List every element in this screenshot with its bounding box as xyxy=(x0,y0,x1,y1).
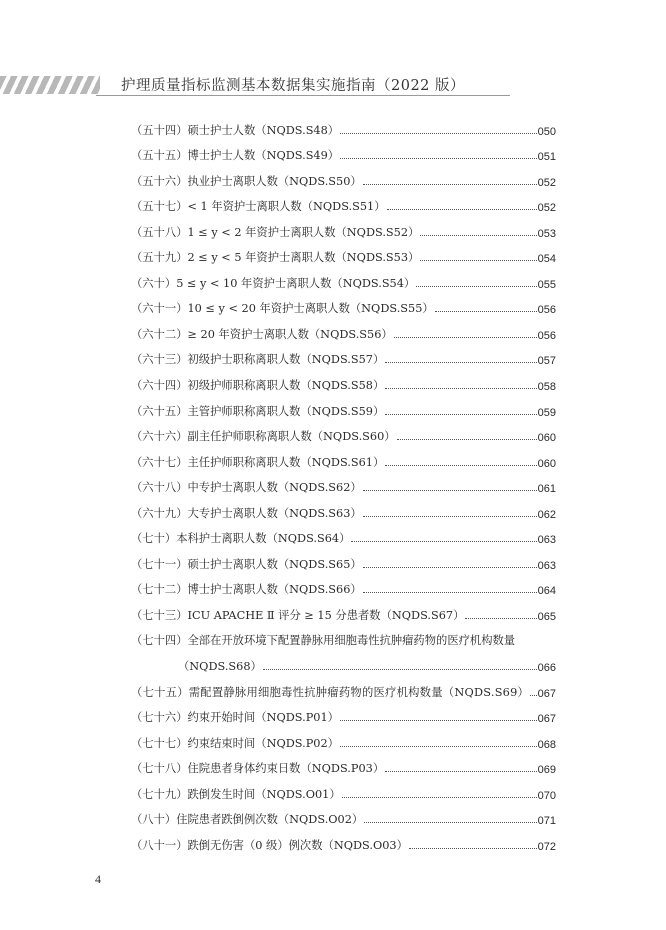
toc-entry[interactable] xyxy=(131,214,556,240)
toc-entry[interactable] xyxy=(131,265,556,291)
toc-entry-label: （七十）本科护士离职人数（NQDS.S64） xyxy=(131,532,351,546)
toc-entry-label: （六十）5 ≤ y < 10 年资护士离职人数（NQDS.S54） xyxy=(131,276,416,290)
toc-entry[interactable] xyxy=(131,240,556,266)
toc-entry-label: （五十八）1 ≤ y < 2 年资护士离职人数（NQDS.S52） xyxy=(131,225,420,239)
toc-entry-page: 060 xyxy=(537,432,556,445)
toc-entry-page: 053 xyxy=(537,227,556,240)
toc-entry[interactable] xyxy=(131,751,556,777)
dot-leader xyxy=(385,388,536,389)
toc-entry-label: （七十九）跌倒发生时间（NQDS.O01） xyxy=(131,787,341,801)
toc-entry-label: （五十五）博士护士人数（NQDS.S49） xyxy=(131,149,340,163)
dot-leader xyxy=(530,695,537,696)
dot-leader xyxy=(409,848,537,849)
toc-entry-page: 065 xyxy=(537,610,556,623)
toc-entry-page: 056 xyxy=(537,304,556,317)
dot-leader xyxy=(263,669,537,670)
toc-entry-label: （六十三）初级护士职称离职人数（NQDS.S57） xyxy=(131,353,385,367)
toc-entry-label: （七十六）约束开始时间（NQDS.P01） xyxy=(131,711,339,725)
toc-entry-label: （六十七）主任护师职称离职人数（NQDS.S61） xyxy=(131,455,385,469)
toc-entry-label: （八十一）跌倒无伤害（0 级）例次数（NQDS.O03） xyxy=(131,838,408,852)
toc-entry-label: （六十八）中专护士离职人数（NQDS.S62） xyxy=(131,481,362,495)
dot-leader xyxy=(340,720,537,721)
dot-leader xyxy=(340,133,537,134)
toc-entry-label: （八十）住院患者跌倒例次数（NQDS.O02） xyxy=(131,813,364,827)
toc-entry[interactable] xyxy=(131,725,556,751)
dot-leader xyxy=(416,286,536,287)
toc-entry[interactable] xyxy=(131,342,556,368)
toc-entry-page: 055 xyxy=(537,278,556,291)
running-header-title: 护理质量指标监测基本数据集实施指南（2022 版） xyxy=(121,78,466,94)
toc-entry[interactable] xyxy=(131,546,556,572)
toc-entry-page: 064 xyxy=(537,585,556,598)
dot-leader xyxy=(385,362,536,363)
dot-leader xyxy=(363,567,537,568)
toc-entry[interactable] xyxy=(131,316,556,342)
toc-entry-page: 054 xyxy=(537,253,556,266)
toc-entry[interactable] xyxy=(131,138,556,164)
toc-entry-page: 069 xyxy=(537,764,556,777)
toc-entry-label: （六十四）初级护师职称离职人数（NQDS.S58） xyxy=(131,379,385,393)
toc-entry-page: 072 xyxy=(537,840,556,853)
toc-entry-label: （七十七）约束结束时间（NQDS.P02） xyxy=(131,736,339,750)
toc-entry[interactable] xyxy=(131,623,556,649)
toc-entry-page: 052 xyxy=(537,202,556,215)
dot-leader xyxy=(387,209,537,210)
toc-entry-label: （六十一）10 ≤ y < 20 年资护士离职人数（NQDS.S55） xyxy=(131,302,434,316)
toc-entry[interactable] xyxy=(131,572,556,598)
toc-entry[interactable] xyxy=(131,802,556,828)
dot-leader xyxy=(385,771,536,772)
dot-leader xyxy=(342,797,537,798)
header-stripes xyxy=(0,76,100,94)
dot-leader xyxy=(394,337,537,338)
dot-leader xyxy=(397,439,537,440)
toc-entry[interactable] xyxy=(131,112,556,138)
toc-entry[interactable] xyxy=(131,419,556,445)
dot-leader xyxy=(363,184,537,185)
toc-entry-page: 050 xyxy=(537,125,556,138)
toc-entry-label: （NQDS.S68） xyxy=(178,660,262,674)
toc-entry-page: 058 xyxy=(537,381,556,394)
dot-leader xyxy=(363,516,537,517)
toc-entry-page: 066 xyxy=(537,662,556,675)
page-number: 4 xyxy=(95,872,101,886)
toc-entry[interactable] xyxy=(131,163,556,189)
dot-leader xyxy=(385,465,536,466)
toc-entry-label: （六十六）副主任护师职称离职人数（NQDS.S60） xyxy=(131,430,396,444)
toc-entry-page: 063 xyxy=(537,559,556,572)
toc-entry-page: 068 xyxy=(537,738,556,751)
toc-entry-label: （六十九）大专护士离职人数（NQDS.S63） xyxy=(131,506,362,520)
toc-entry-label: （七十五）需配置静脉用细胞毒性抗肿瘤药物的医疗机构数量（NQDS.S69） xyxy=(131,685,530,699)
toc-entry-page: 060 xyxy=(537,457,556,470)
header-rule xyxy=(96,95,510,96)
toc-entry[interactable] xyxy=(131,444,556,470)
toc-entry-label: （七十三）ICU APACHE Ⅱ 评分 ≥ 15 分患者数（NQDS.S67） xyxy=(131,608,465,622)
dot-leader xyxy=(340,158,537,159)
dot-leader xyxy=(465,618,536,619)
toc-entry-label: （五十六）执业护士离职人数（NQDS.S50） xyxy=(131,174,362,188)
toc-entry-label: （七十一）硕士护士离职人数（NQDS.S65） xyxy=(131,557,362,571)
toc-entry-label: （五十四）硕士护士人数（NQDS.S48） xyxy=(131,123,340,137)
toc-entry-page: 052 xyxy=(537,176,556,189)
toc-entry[interactable] xyxy=(131,597,556,623)
dot-leader xyxy=(385,414,536,415)
dot-leader xyxy=(420,260,536,261)
dot-leader xyxy=(420,235,536,236)
toc-entry-label: （六十五）主管护师职称离职人数（NQDS.S59） xyxy=(131,404,385,418)
dot-leader xyxy=(435,311,537,312)
toc-entry[interactable] xyxy=(131,189,556,215)
toc-entry[interactable] xyxy=(131,827,556,853)
toc-entry-continuation[interactable] xyxy=(131,648,556,674)
toc-entry[interactable] xyxy=(131,470,556,496)
toc-entry-page: 063 xyxy=(537,534,556,547)
dot-leader xyxy=(363,490,537,491)
toc-entry-page: 071 xyxy=(537,815,556,828)
toc-entry-label: （五十七）< 1 年资护士离职人数（NQDS.S51） xyxy=(131,200,386,214)
toc-entry-page: 067 xyxy=(537,713,556,726)
toc-entry-label: （六十二）≥ 20 年资护士离职人数（NQDS.S56） xyxy=(131,327,393,341)
toc-entry[interactable] xyxy=(131,776,556,802)
toc-entry[interactable] xyxy=(131,393,556,419)
toc-entry-page: 067 xyxy=(537,687,556,700)
toc-entry-page: 061 xyxy=(537,483,556,496)
toc-entry[interactable] xyxy=(131,291,556,317)
toc-entry-label: （七十四）全部在开放环境下配置静脉用细胞毒性抗肿瘤药物的医疗机构数量 xyxy=(131,634,516,648)
table-of-contents xyxy=(131,112,556,853)
toc-entry-page: 062 xyxy=(537,508,556,521)
toc-entry-label: （五十九）2 ≤ y < 5 年资护士离职人数（NQDS.S53） xyxy=(131,251,420,265)
toc-entry[interactable] xyxy=(131,367,556,393)
toc-entry[interactable] xyxy=(131,495,556,521)
toc-entry-label: （七十八）住院患者身体约束日数（NQDS.P03） xyxy=(131,762,385,776)
toc-entry-page: 059 xyxy=(537,406,556,419)
toc-entry[interactable] xyxy=(131,700,556,726)
dot-leader xyxy=(351,541,536,542)
toc-entry[interactable] xyxy=(131,521,556,547)
toc-entry-label: （七十二）博士护士离职人数（NQDS.S66） xyxy=(131,583,362,597)
dot-leader xyxy=(340,746,537,747)
dot-leader xyxy=(363,592,537,593)
toc-entry-page: 057 xyxy=(537,355,556,368)
toc-entry-page: 056 xyxy=(537,329,556,342)
toc-entry[interactable] xyxy=(131,674,556,700)
toc-entry-page: 070 xyxy=(537,789,556,802)
toc-entry-page: 051 xyxy=(537,151,556,164)
dot-leader xyxy=(364,822,536,823)
